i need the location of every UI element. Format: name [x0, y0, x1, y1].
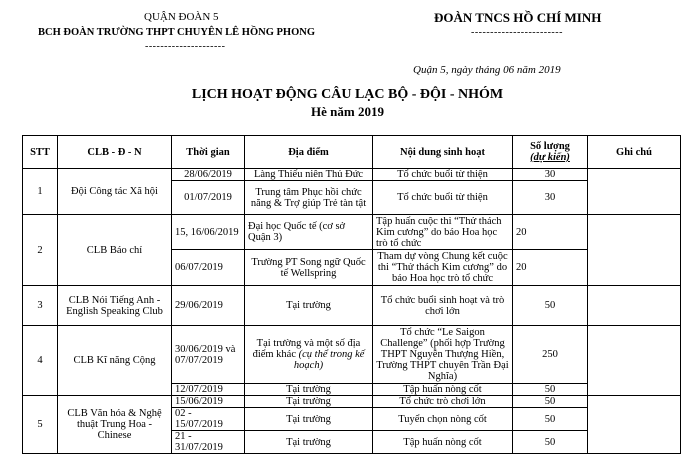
- cell-count: 50: [513, 384, 588, 396]
- cell-place: Trường PT Song ngữ Quốc tế Wellspring: [245, 250, 373, 286]
- cell-note: [588, 326, 681, 396]
- cell-club: CLB Kĩ năng Cộng: [58, 326, 172, 396]
- cell-stt: 1: [23, 169, 58, 215]
- header-club: CLB - Đ - N: [58, 136, 172, 169]
- header-count: [513, 136, 588, 169]
- cell-content: Tập huấn nòng cốt: [373, 431, 513, 454]
- place-main: Tại trường và một số địa điểm khác: [252, 338, 361, 360]
- cell-count: 50: [513, 286, 588, 326]
- cell-stt: 5: [23, 396, 58, 454]
- cell-place: Làng Thiếu niên Thủ Đức: [245, 169, 373, 181]
- header-time: Thời gian: [172, 136, 245, 169]
- cell-place: [245, 326, 373, 384]
- cell-place: Đại học Quốc tế (cơ sở Quận 3): [245, 215, 373, 250]
- cell-time: 12/07/2019: [172, 384, 245, 396]
- header-count-sub: (dự kiến): [530, 152, 570, 163]
- cell-time: 28/06/2019: [172, 169, 245, 181]
- header-count-label: Số lượng: [530, 141, 570, 152]
- cell-count: 30: [513, 169, 588, 181]
- cell-content: Tổ chức buổi từ thiện: [373, 169, 513, 181]
- cell-content: Tham dự vòng Chung kết cuộc thi “Thử thách Kim cương” do báo Hoa học trò tổ chức: [373, 250, 513, 286]
- cell-time: 01/07/2019: [172, 181, 245, 215]
- cell-note: [588, 169, 681, 215]
- cell-stt: 4: [23, 326, 58, 396]
- cell-place: Tại trường: [245, 286, 373, 326]
- cell-note: [588, 215, 681, 286]
- header-org-school: BCH ĐOÀN TRƯỜNG THPT CHUYÊN LÊ HỒNG PHONG: [38, 27, 316, 38]
- cell-club: CLB Nói Tiếng Anh - English Speaking Club: [58, 286, 172, 326]
- cell-club: CLB Văn hóa & Nghệ thuật Trung Hoa - Chinese: [58, 396, 172, 454]
- cell-place: Trung tâm Phục hồi chức năng & Trợ giúp Trẻ tàn tật: [245, 181, 373, 215]
- cell-count: 50: [513, 396, 588, 408]
- cell-place: Tại trường: [245, 408, 373, 431]
- cell-time: 02 - 15/07/2019: [172, 408, 245, 431]
- cell-place: Tại trường: [245, 384, 373, 396]
- cell-time: 30/06/2019 và 07/07/2019: [172, 326, 245, 384]
- header-content: Nội dung sinh hoạt: [373, 136, 513, 169]
- header-place: Địa điểm: [245, 136, 373, 169]
- date-line: Quận 5, ngày tháng 06 năm 2019: [413, 64, 561, 76]
- cell-content: Tổ chức buổi từ thiện: [373, 181, 513, 215]
- table-row: [23, 326, 681, 384]
- table-row: [23, 215, 681, 250]
- cell-place: Tại trường: [245, 396, 373, 408]
- cell-count: 250: [513, 326, 588, 384]
- header-stt: STT: [23, 136, 58, 169]
- cell-place: Tại trường: [245, 431, 373, 454]
- cell-club: CLB Báo chí: [58, 215, 172, 286]
- cell-time: 29/06/2019: [172, 286, 245, 326]
- document-title: LỊCH HOẠT ĐỘNG CÂU LẠC BỘ - ĐỘI - NHÓM: [191, 87, 504, 102]
- cell-time: 21 - 31/07/2019: [172, 431, 245, 454]
- schedule-table: [22, 135, 681, 454]
- cell-content: Tập huấn nòng cốt: [373, 384, 513, 396]
- cell-note: [588, 396, 681, 454]
- cell-content: Tổ chức “Le Saigon Challenge” (phối hợp Trường THPT Nguyễn Thượng Hiền, Trường THPT chuyên Trần Đại Nghĩa): [373, 326, 513, 384]
- cell-count: 50: [513, 408, 588, 431]
- cell-content: Tổ chức trò chơi lớn: [373, 396, 513, 408]
- header-left-divider: ---------------------: [145, 41, 226, 52]
- header-note: Ghi chú: [588, 136, 681, 169]
- place-note: (cụ thể trong kế hoạch): [293, 349, 365, 371]
- cell-count: 30: [513, 181, 588, 215]
- table-row: [23, 169, 681, 181]
- cell-club: Đội Công tác Xã hội: [58, 169, 172, 215]
- cell-stt: 3: [23, 286, 58, 326]
- header-right-divider: ------------------------: [471, 27, 563, 38]
- table-row: [23, 396, 681, 408]
- header-org-district: QUẬN ĐOÀN 5: [144, 11, 219, 23]
- cell-time: 06/07/2019: [172, 250, 245, 286]
- header-org-union: ĐOÀN TNCS HỒ CHÍ MINH: [434, 10, 602, 25]
- cell-content: Tập huấn cuộc thi “Thử thách Kim cương” do báo Hoa học trò tổ chức: [373, 215, 513, 250]
- cell-note: [588, 286, 681, 326]
- cell-content: Tuyển chọn nòng cốt: [373, 408, 513, 431]
- cell-count: 20: [513, 250, 588, 286]
- document-subtitle: Hè năm 2019: [311, 104, 384, 119]
- table-row: [23, 286, 681, 326]
- cell-time: 15/06/2019: [172, 396, 245, 408]
- cell-count: 50: [513, 431, 588, 454]
- cell-stt: 2: [23, 215, 58, 286]
- cell-content: Tổ chức buổi sinh hoạt và trò chơi lớn: [373, 286, 513, 326]
- table-header-row: [23, 136, 681, 169]
- cell-time: 15, 16/06/2019: [172, 215, 245, 250]
- cell-count: 20: [513, 215, 588, 250]
